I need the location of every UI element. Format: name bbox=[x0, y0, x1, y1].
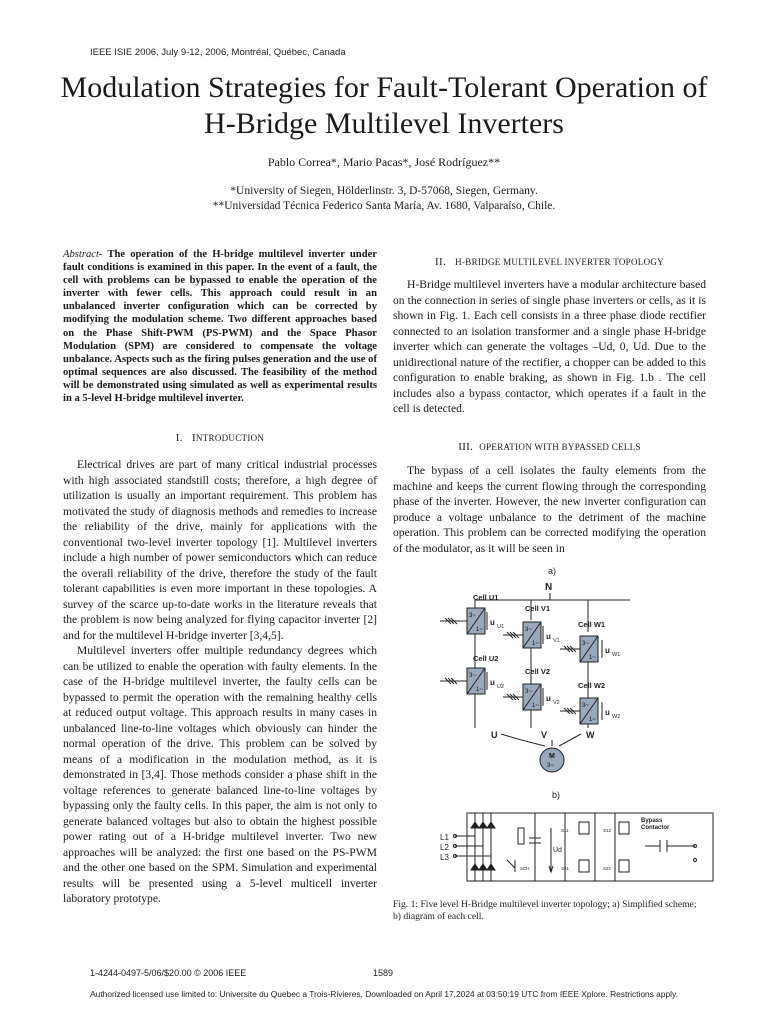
cell-frame bbox=[467, 813, 713, 881]
chopper-switch bbox=[507, 860, 515, 872]
cell-w1-label: Cell W1 bbox=[578, 620, 606, 629]
switch-s21 bbox=[579, 860, 589, 872]
block-top-label: 3~ bbox=[469, 613, 476, 619]
cell-u2-label: Cell U2 bbox=[473, 654, 499, 663]
switch-s12 bbox=[619, 822, 629, 834]
switch-s12-label: S12 bbox=[603, 828, 612, 833]
line-l1-label: L1 bbox=[440, 833, 449, 842]
phase-u-label: U bbox=[491, 730, 498, 740]
intro-paragraph-2: Multilevel inverters offer multiple redundancy degrees which can be utilized to enable the operation with faulty elements. In the case of the H-bridge multilevel inverter, the faulty cells can be bypassed to permit the operation with the remaining healthy cells at reduced output voltage. This approach results in many cases in unbalanced line-to-line voltages which obviously can hinder the normal operation of the drive. This problem can be solved by means of a modification in the modulation method, as it is demonstrated in [3,4]. Those methods consider a phase shift in the voltage references to generate balanced line-to-line voltages by bypassing only the faulty cells. In this paper, the aim is not only to generate balanced voltages but also to obtain the highest possible power rating out of a H-bridge multilevel inverter. Two new approaches will be analyzed: the first one based on the PS-PWM and the other one based on the SPM. Simulation and experimental results will be presented using a 5-level multicell inverter laboratory prototype. bbox=[63, 644, 377, 905]
section-number: III. bbox=[458, 441, 474, 453]
motor-label: M bbox=[549, 753, 555, 760]
block-top-label: 3~ bbox=[525, 689, 532, 695]
block-bottom-label: 1~ bbox=[476, 687, 483, 693]
voltage-u2-subscript: U2 bbox=[497, 684, 505, 690]
block-bottom-label: 1~ bbox=[589, 655, 596, 661]
section-first-letter: I bbox=[191, 432, 196, 444]
switch-s11-label: S11 bbox=[561, 828, 569, 833]
intro-paragraph-1: Electrical drives are part of many critical industrial processes with high associated standstill costs; therefore, a high degree of utilization is usually an important requirement. This problem has motivated the study of diagnosis methods and remedies to increase the reliability of the drive, mainly for applications with the conventional two-level inverter topology [1]. Multilevel inverters include a high number of power semiconductors which can reduce the overall reliability of the drive, therefore the study of the fault tolerant capabilities is even more important in these topologies. A survey of the scarce up-to-date works in the literature reveals that the problem is now being analyzed for flying capacitor inverter [2] and for the multilevel H-bridge inverter [3,4,5]. bbox=[63, 458, 377, 642]
footer-authorization: Authorized licensed use limited to: Universite du Quebec a Trois-Rivieres. Downloaded on April 17,2024 at 03:50:19 UTC from IEEE Xplore. Restrictions apply. bbox=[90, 989, 678, 999]
cell-v1-input bbox=[503, 632, 523, 638]
cell-u1-input bbox=[440, 618, 467, 624]
cell-v1-label: Cell V1 bbox=[525, 604, 551, 613]
line-l3-label: L3 bbox=[440, 853, 449, 862]
output-terminal bbox=[694, 859, 697, 862]
bypass-contactor bbox=[645, 840, 695, 852]
conference-header: IEEE ISIE 2006, July 9-12, 2006, Montréal, Québec, Canada bbox=[90, 47, 346, 58]
ud-label: Ud bbox=[553, 847, 562, 854]
voltage-w1-subscript: W1 bbox=[612, 652, 621, 658]
line-l2-label: L2 bbox=[440, 843, 449, 852]
node-n-label: N bbox=[545, 582, 553, 593]
voltage-u-label: u bbox=[490, 618, 495, 627]
cell-u2-input bbox=[440, 678, 467, 684]
switch-sch-label: SCH bbox=[520, 866, 530, 871]
authors: Pablo Correa*, Mario Pacas*, José Rodríguez** bbox=[267, 155, 501, 169]
voltage-u-label: u bbox=[490, 678, 495, 687]
section-title: H-BRIDGE MULTILEVEL INVERTER TOPOLOGY bbox=[455, 257, 664, 267]
section-heading-bypassed-cells bbox=[393, 441, 706, 453]
figure-label-b: b) bbox=[552, 790, 561, 800]
voltage-u-label: u bbox=[605, 646, 610, 655]
block-bottom-label: 1~ bbox=[532, 641, 539, 647]
section-number: I. bbox=[175, 432, 183, 444]
switch-s21-label: S21 bbox=[561, 866, 570, 871]
figure-1 bbox=[395, 560, 715, 895]
affiliation-2: **Universidad Técnica Federico Santa María, Av. 1680, Valparaíso, Chile. bbox=[212, 200, 556, 212]
bypassed-cells-paragraph: The bypass of a cell isolates the faulty elements from the machine and keeps the current flowing through the corresponding phase of the inverter. However, the new inverter configuration can produce a voltage unbalance to the detriment of the machine operation. This problem can be corrected modifying the operation of the modulator, as it will be seen in bbox=[393, 464, 706, 555]
cell-w2-label: Cell W2 bbox=[578, 681, 606, 690]
phase-w-label: W bbox=[586, 730, 595, 740]
block-bottom-label: 1~ bbox=[476, 627, 483, 633]
voltage-w2-subscript: W2 bbox=[612, 714, 621, 720]
figure-label-a: a) bbox=[548, 566, 557, 576]
motor-phase-label: 3~ bbox=[547, 763, 554, 769]
affiliation-1: *University of Siegen, Hölderlinstr. 3, D-57068, Siegen, Germany. bbox=[230, 185, 538, 197]
chopper-resistor bbox=[518, 828, 524, 844]
topology-paragraph: H-Bridge multilevel inverters have a modular architecture based on the connection in series of single phase inverters or cells, as it is shown in Fig. 1. Each cell consists in a three phase diode rectifier connected to an isolation transformer and a single phase H-bridge inverter which can generate the voltages –Ud, 0, Ud. Due to the unidirectional nature of the rectifier, a chopper can be added to this configuration to enable braking, as shown in Fig. 1.b . The cell includes also a bypass contactor, which operates if a fault in the cell is detected. bbox=[393, 278, 706, 415]
contactor-label: Contactor bbox=[641, 825, 670, 831]
voltage-v1-subscript: V1 bbox=[553, 638, 560, 644]
abstract bbox=[63, 248, 377, 405]
title-line-1: Modulation Strategies for Fault-Tolerant Operation of bbox=[60, 71, 708, 104]
voltage-u1-subscript: U1 bbox=[497, 624, 505, 630]
block-bottom-label: 1~ bbox=[532, 703, 539, 709]
paper-title bbox=[30, 70, 738, 142]
block-top-label: 3~ bbox=[582, 641, 589, 647]
cell-v2-input bbox=[503, 694, 523, 700]
voltage-u-label: u bbox=[546, 632, 551, 641]
voltage-u-label: u bbox=[605, 708, 610, 717]
input-lines bbox=[455, 836, 491, 856]
bypass-label: Bypass bbox=[641, 818, 663, 824]
cell-u1-label: Cell U1 bbox=[473, 593, 499, 602]
dc-link-capacitor bbox=[529, 813, 541, 881]
switch-s11 bbox=[579, 822, 589, 834]
switch-s22-label: S22 bbox=[603, 866, 612, 871]
abstract-body: The operation of the H-bridge multilevel inverter under fault conditions is examined in this paper. In the event of a fault, the cell with problems can be bypassed to enable the operation of the inverter with fewer cells. This approach could result in an unbalanced inverter configuration which can be corrected by modifying the modulation scheme. Two different approaches based on the Phase Shift-PWM (PS-PWM) and the Space Phasor Modulation (SPM) are considered to compensate the voltage unbalance. Aspects such as the firing pulses generation and the use of optimal sequences are also discussed. The feasibility of the method will be demonstrated using simulated as well as experimental results in a 5-level H-bridge multilevel inverter. bbox=[63, 249, 377, 405]
block-top-label: 3~ bbox=[582, 703, 589, 709]
abstract-lead: Abstract- bbox=[63, 249, 103, 260]
footer-copyright: 1-4244-0497-5/06/$20.00 © 2006 IEEE bbox=[90, 968, 247, 978]
title-line-2: H-Bridge Multilevel Inverters bbox=[204, 107, 564, 140]
introduction-body bbox=[63, 457, 377, 907]
section-number: II. bbox=[435, 256, 447, 268]
cell-v2-label: Cell V2 bbox=[525, 667, 551, 676]
cell-diagram bbox=[440, 813, 713, 881]
block-top-label: 3~ bbox=[469, 673, 476, 679]
bypassed-cells-body bbox=[393, 463, 706, 556]
block-top-label: 3~ bbox=[525, 627, 532, 633]
section-title: OPERATION WITH BYPASSED CELLS bbox=[479, 442, 641, 452]
switch-s22 bbox=[619, 860, 629, 872]
cell-w2-input bbox=[560, 708, 580, 714]
topology-body bbox=[393, 277, 706, 417]
block-bottom-label: 1~ bbox=[589, 717, 596, 723]
voltage-v2-subscript: V2 bbox=[553, 700, 560, 706]
figure-caption: Fig. 1: Five level H-Bridge multilevel inverter topology; a) Simplified scheme; b) diagram of each cell. bbox=[393, 899, 697, 922]
affiliations bbox=[0, 184, 768, 214]
section-rest: NTRODUCTION bbox=[195, 433, 265, 443]
section-heading-introduction bbox=[63, 432, 377, 444]
phase-v-label: V bbox=[541, 730, 548, 740]
voltage-u-label: u bbox=[546, 694, 551, 703]
cell-w1-input bbox=[560, 646, 580, 652]
section-heading-topology bbox=[393, 256, 706, 268]
page-number: 1589 bbox=[373, 968, 394, 978]
